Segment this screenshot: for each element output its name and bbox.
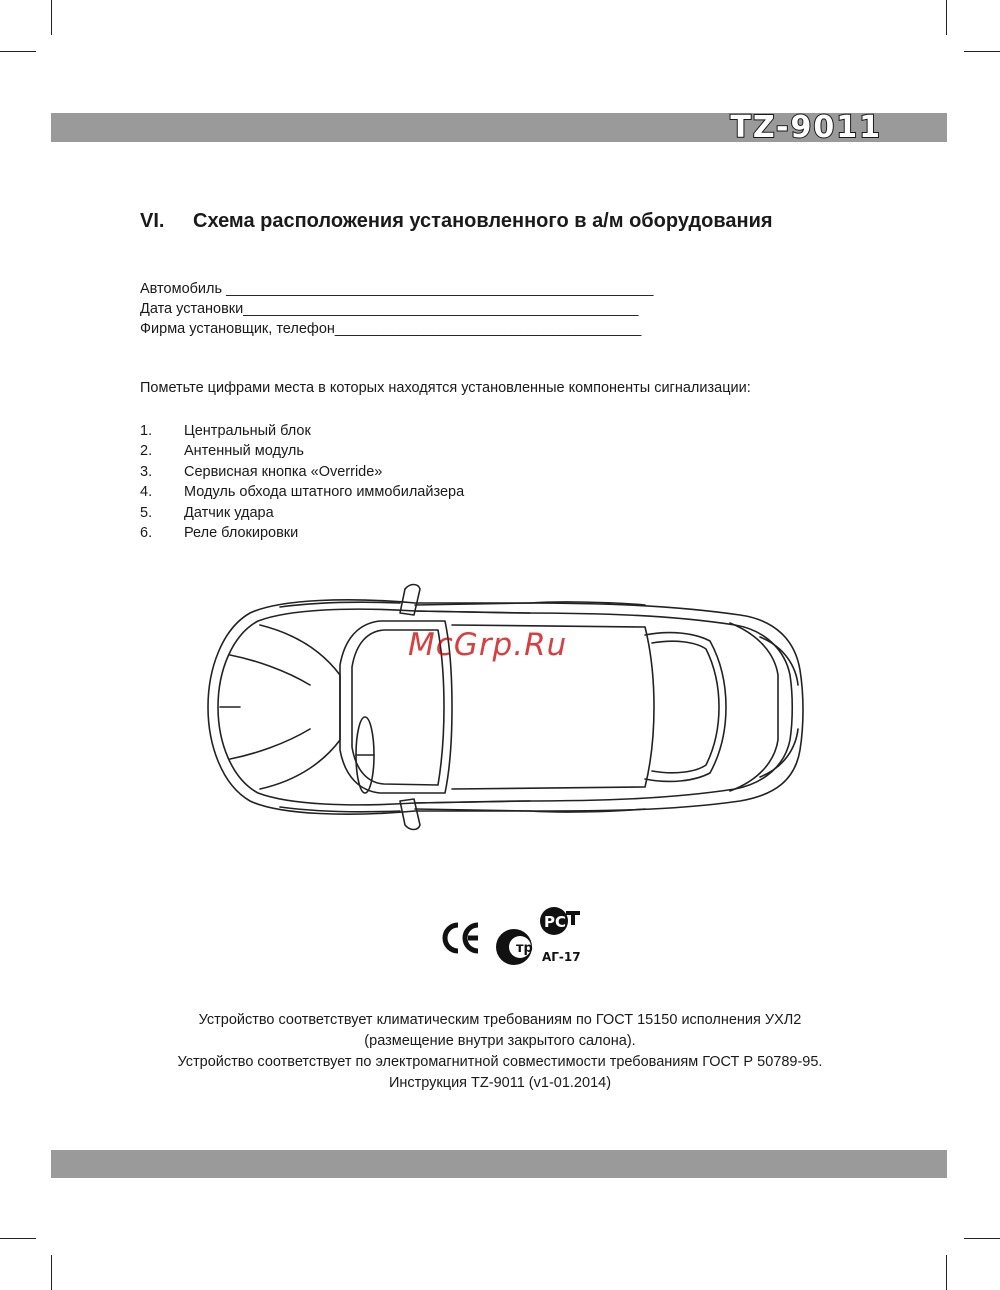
list-item bbox=[140, 421, 464, 441]
list-item bbox=[140, 462, 464, 482]
item-label: Центральный блок bbox=[184, 423, 311, 439]
crop-mark bbox=[964, 51, 1000, 52]
footer-line: Устройство соответствует по электромагнитной совместимости требованиям ГОСТ Р 50789-95. bbox=[177, 1054, 823, 1070]
svg-text:РС: РС bbox=[544, 913, 567, 931]
item-label: Модуль обхода штатного иммобилайзера bbox=[184, 484, 465, 501]
item-number: 5. bbox=[140, 504, 153, 521]
crop-mark bbox=[51, 0, 52, 35]
list-item bbox=[140, 482, 464, 502]
crop-mark bbox=[946, 0, 947, 35]
car-top-view-diagram bbox=[200, 575, 810, 845]
item-label: Сервисная кнопка «Override» bbox=[184, 463, 383, 480]
crop-mark bbox=[946, 1255, 947, 1290]
list-item bbox=[140, 441, 464, 461]
item-number: 4. bbox=[140, 484, 153, 501]
svg-text:тр: тр bbox=[516, 941, 533, 956]
section-heading bbox=[140, 210, 773, 233]
model-title: TZ-9011 bbox=[730, 110, 882, 145]
list-item bbox=[140, 503, 464, 523]
rst-code: АГ-17 bbox=[542, 950, 581, 964]
footer-compliance-text bbox=[0, 1010, 1000, 1094]
rst-mark-icon bbox=[540, 907, 580, 935]
components-list bbox=[140, 421, 464, 543]
certification-marks bbox=[434, 903, 594, 969]
crop-mark bbox=[964, 1238, 1000, 1239]
eac-ctp-mark-icon bbox=[496, 929, 533, 965]
form-date-field: Дата установки_________________________________________________ bbox=[140, 301, 639, 317]
section-title: Схема расположения установленного в а/м оборудования bbox=[193, 210, 773, 232]
item-label: Антенный модуль bbox=[184, 443, 304, 460]
instruction-text: Пометьте цифрами места в которых находятся установленные компоненты сигнализации: bbox=[140, 380, 751, 396]
installation-form bbox=[140, 279, 653, 339]
crop-mark bbox=[0, 1238, 36, 1239]
crop-mark bbox=[51, 1255, 52, 1290]
footer-line: Устройство соответствует климатическим требованиям по ГОСТ 15150 исполнения УХЛ2 bbox=[198, 1012, 802, 1028]
item-number: 1. bbox=[140, 423, 153, 439]
footer-band bbox=[51, 1150, 947, 1178]
footer-line: (размещение внутри закрытого салона). bbox=[364, 1033, 636, 1049]
crop-mark bbox=[0, 51, 36, 52]
item-number: 2. bbox=[140, 443, 153, 460]
item-number: 3. bbox=[140, 463, 153, 480]
footer-line: Инструкция TZ-9011 (v1-01.2014) bbox=[388, 1075, 612, 1091]
form-car-field: Автомобиль _____________________________________________________ bbox=[140, 281, 654, 297]
form-company-field: Фирма установщик, телефон______________________________________ bbox=[140, 321, 642, 337]
ce-mark-icon bbox=[445, 925, 478, 951]
item-label: Датчик удара bbox=[184, 504, 274, 521]
section-number: VI. bbox=[140, 210, 165, 232]
watermark: McGrp.Ru bbox=[408, 627, 568, 663]
list-item bbox=[140, 523, 464, 543]
item-number: 6. bbox=[140, 525, 153, 542]
item-label: Реле блокировки bbox=[184, 525, 299, 542]
